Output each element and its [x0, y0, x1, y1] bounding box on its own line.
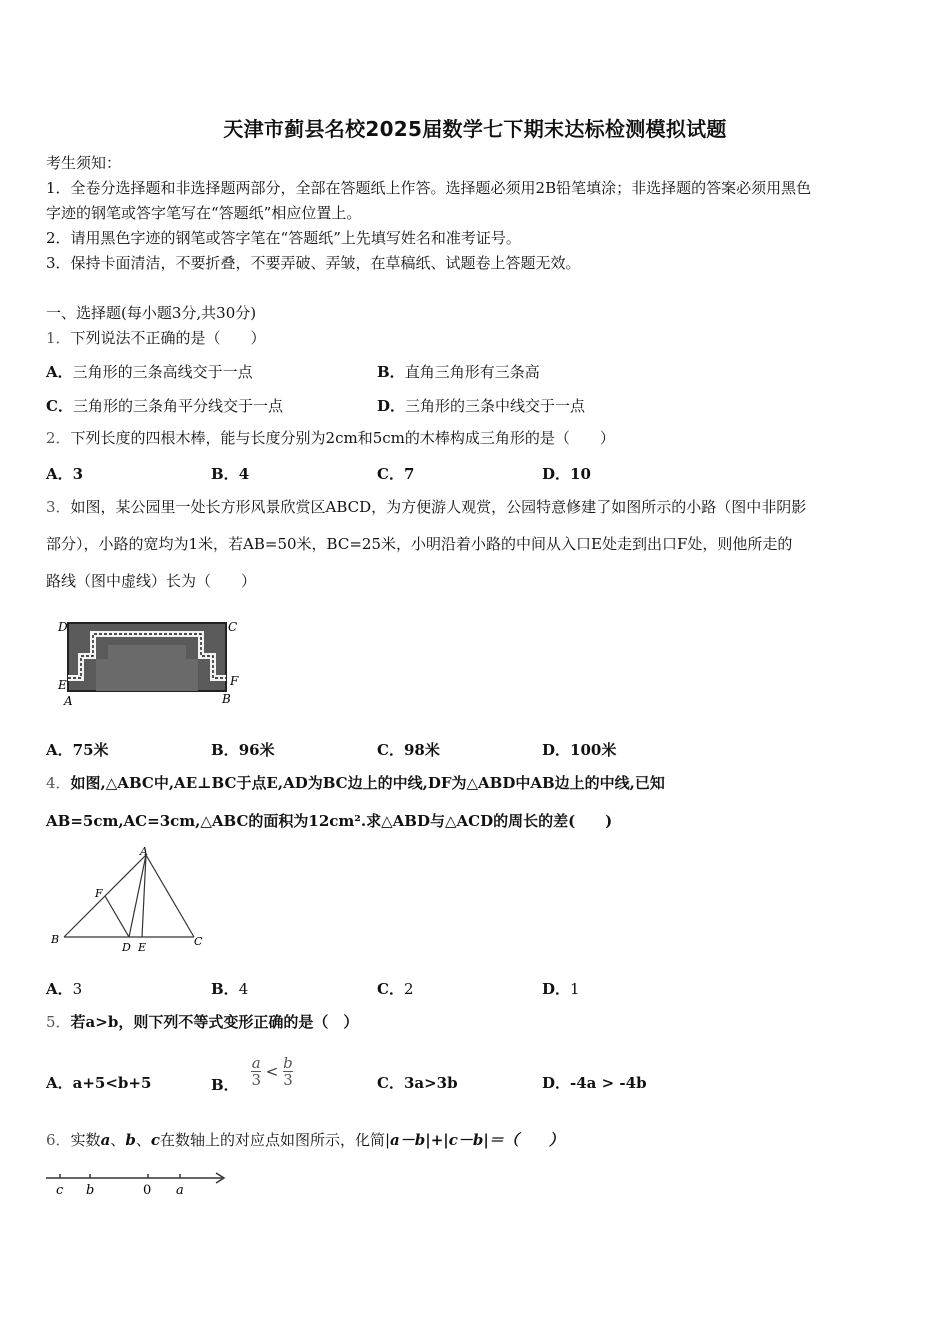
q1-stem	[46, 328, 266, 348]
center-block	[96, 645, 198, 691]
label-c: C	[228, 620, 238, 634]
q4-line-2: AB=5cm,AC=3cm,△ABC的面积为12cm².求△ABD与△ACD的周长的差( )	[46, 812, 613, 830]
label-e: E	[58, 678, 67, 692]
option-letter: A．	[46, 980, 73, 998]
label-zero: 0	[143, 1183, 152, 1198]
denominator: 3	[283, 1071, 293, 1089]
option-letter: D．	[542, 980, 571, 998]
option-text: 100米	[570, 741, 617, 759]
notice-line-2: 字迹的钢笔或答字笔写在“答题纸”相应位置上。	[46, 204, 362, 222]
q6-expression: a－b|+|c－b|＝（ ）	[390, 1131, 564, 1149]
option-letter: C．	[377, 741, 404, 759]
label-b: B	[51, 933, 60, 946]
option-letter: A．	[46, 363, 73, 381]
q2-option-a[interactable]	[46, 463, 83, 484]
q6-text-mid: 在数轴上的对应点如图所示，化简|	[159, 1131, 391, 1149]
label-c: c	[56, 1183, 64, 1198]
q3-option-a[interactable]	[46, 739, 109, 760]
sep: 、	[110, 1131, 126, 1149]
option-letter: B．	[211, 1076, 239, 1094]
q5-option-d[interactable]	[542, 1072, 647, 1093]
q2-option-d[interactable]	[542, 463, 591, 484]
q5-text: 若a>b，则下列不等式变形正确的是（ ）	[70, 1013, 359, 1031]
q5-option-c[interactable]	[377, 1072, 458, 1093]
q2-number: 2．	[46, 429, 71, 447]
q1-number: 1．	[46, 329, 71, 347]
option-letter: B．	[377, 363, 405, 381]
q3-line-2: 部分），小路的宽均为1米，若AB=50米，BC=25米，小明沿着小路的中间从入口E处走到出口F处，则他所走的	[46, 535, 793, 553]
numerator: b	[283, 1054, 293, 1072]
q2-stem	[46, 428, 615, 448]
option-letter: D．	[377, 397, 406, 415]
q6-number: 6．	[46, 1131, 71, 1149]
q3-option-b[interactable]	[211, 739, 275, 760]
q4-number: 4．	[46, 774, 71, 792]
notice-line-3: 2．请用黑色字迹的钢笔或答字笔在“答题纸”上先填写姓名和准考证号。	[46, 229, 521, 247]
q5-number: 5．	[46, 1013, 71, 1031]
option-text: 三角形的三条角平分线交于一点	[72, 397, 283, 415]
q4-option-b[interactable]	[211, 978, 248, 999]
var-a: a	[100, 1131, 111, 1149]
numerator: a	[251, 1054, 261, 1072]
notice-line-4: 3．保持卡面清洁，不要折叠，不要弄破、弄皱，在草稿纸、试题卷上答题无效。	[46, 254, 581, 272]
option-letter: D．	[542, 465, 571, 483]
option-text: a+5<b+5	[72, 1074, 152, 1092]
q4-triangle-figure	[48, 845, 210, 957]
option-text: 10	[570, 465, 591, 483]
label-d: D	[58, 620, 68, 634]
q4-option-a[interactable]	[46, 978, 82, 999]
var-b: b	[125, 1131, 136, 1149]
option-text: 75米	[72, 741, 109, 759]
option-text: 2	[403, 980, 414, 998]
q1-option-d[interactable]	[377, 395, 585, 416]
q1-option-b[interactable]	[377, 361, 540, 382]
q1-option-c[interactable]	[46, 395, 283, 416]
median-df	[105, 896, 129, 937]
notice-line-1: 1．全卷分选择题和非选择题两部分，全部在答题纸上作答。选择题必须用2B铅笔填涂；非选择题的答案必须用黑色	[46, 179, 812, 197]
q2-option-b[interactable]	[211, 463, 249, 484]
q3-park-figure	[56, 615, 248, 710]
section-heading: 一、选择题(每小题3分,共30分)	[46, 304, 257, 322]
side-ac	[146, 855, 194, 937]
option-text: 4	[238, 980, 249, 998]
notice-heading: 考生须知：	[46, 154, 122, 172]
q5-option-b[interactable]	[211, 1048, 293, 1095]
option-text: 4	[238, 465, 250, 483]
option-letter: C．	[46, 397, 73, 415]
q6-text-pre: 实数	[70, 1131, 101, 1149]
option-text: 三角形的三条中线交于一点	[405, 397, 586, 415]
less-than: <	[265, 1062, 279, 1081]
q6-stem	[46, 1130, 564, 1150]
option-letter: B．	[211, 741, 239, 759]
option-letter: C．	[377, 980, 404, 998]
option-letter: A．	[46, 1074, 73, 1092]
q3-option-d[interactable]	[542, 739, 616, 760]
q3-line-3: 路线（图中虚线）长为（ ）	[46, 572, 257, 590]
option-text: 3a>3b	[403, 1074, 458, 1092]
label-f: F	[95, 887, 103, 900]
label-c: C	[194, 935, 203, 948]
q5-stem	[46, 1012, 358, 1032]
option-text: -4a > -4b	[570, 1074, 647, 1092]
option-text: 1	[570, 980, 580, 998]
label-a: A	[64, 694, 73, 708]
label-a: a	[176, 1183, 184, 1198]
option-text: 直角三角形有三条高	[404, 363, 540, 381]
page-title: 天津市蓟县名校2025届数学七下期末达标检测模拟试题	[223, 117, 727, 141]
q4-option-d[interactable]	[542, 978, 580, 999]
sep: 、	[135, 1131, 151, 1149]
option-text: 3	[72, 980, 83, 998]
denominator: 3	[251, 1071, 262, 1089]
label-f: F	[230, 674, 239, 688]
q3-option-c[interactable]	[377, 739, 440, 760]
q3-number: 3．	[46, 498, 71, 516]
option-letter: C．	[377, 1074, 404, 1092]
label-b: B	[222, 692, 231, 706]
q4-line-1	[46, 773, 665, 793]
label-b: b	[86, 1183, 95, 1198]
q1-option-a[interactable]	[46, 361, 253, 382]
q3-line-1	[46, 497, 806, 517]
q4-option-c[interactable]	[377, 978, 414, 999]
option-text: 3	[72, 465, 84, 483]
option-letter: A．	[46, 465, 73, 483]
option-letter: B．	[211, 980, 239, 998]
q4-text: 如图,△ABC中,AE⊥BC于点E,AD为BC边上的中线,DF为△ABD中AB边上的中线,已知	[70, 774, 665, 792]
fraction-b-over-3	[283, 1055, 293, 1088]
q5-option-a[interactable]	[46, 1072, 151, 1093]
option-letter: D．	[542, 741, 571, 759]
fraction-a-over-3	[251, 1055, 261, 1088]
q3-text: 如图，某公园里一处长方形风景欣赏区ABCD，为方便游人观赏，公园特意修建了如图所示的小路（图中非阴影	[70, 498, 807, 516]
q1-text: 下列说法不正确的是（ ）	[70, 329, 266, 347]
label-d: D	[122, 941, 131, 954]
option-letter: B．	[211, 465, 239, 483]
var-c: c	[150, 1131, 160, 1149]
option-text: 三角形的三条高线交于一点	[72, 363, 253, 381]
option-letter: C．	[377, 465, 404, 483]
option-text: 98米	[403, 741, 440, 759]
option-letter: D．	[542, 1074, 571, 1092]
q6-number-line	[42, 1166, 232, 1200]
option-text: 7	[403, 465, 415, 483]
label-e: E	[138, 941, 147, 954]
label-a: A	[140, 845, 148, 858]
q2-text: 下列长度的四根木棒，能与长度分别为2cm和5cm的木棒构成三角形的是（ ）	[70, 429, 615, 447]
option-text: 96米	[238, 741, 275, 759]
option-letter: A．	[46, 741, 73, 759]
q2-option-c[interactable]	[377, 463, 414, 484]
